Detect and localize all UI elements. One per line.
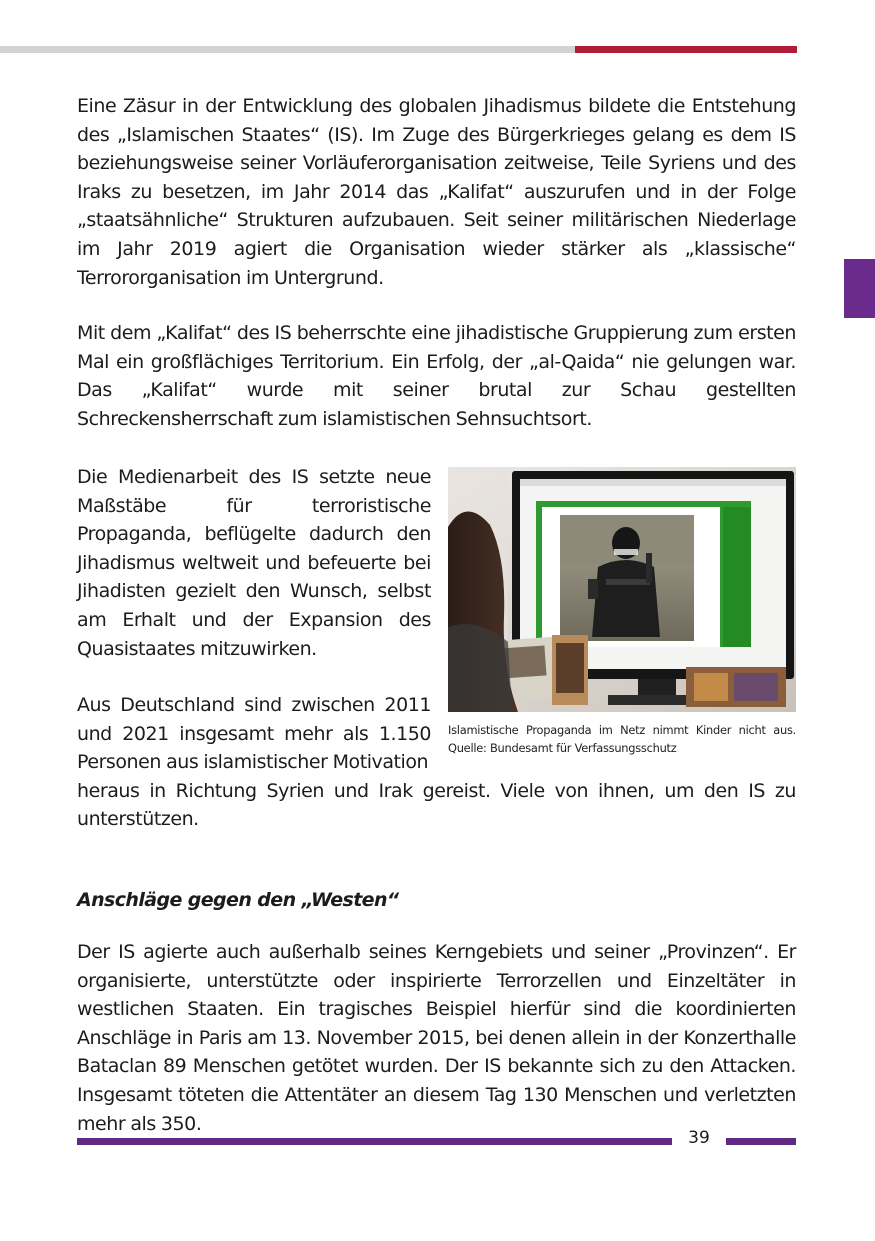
photo-caption-text: Islamistische Propaganda im Netz nimmt Kinder nicht aus. xyxy=(448,723,796,737)
paragraph-germany-travellers-part2: heraus in Richtung Syrien und Irak gereist. Viele von ihnen, um den IS zu unterstützen. xyxy=(77,779,796,831)
paragraph-media-work: Die Medienarbeit des IS setzte neue Maßstäbe für terroristische Propaganda, beflügelte dadurch den Jihadismus weltweit und befeuerte bei Jihadisten gezielt den Wunsch, selbst am Erhalt und der Expansion des Quasistaates mitzuwirken. xyxy=(77,466,431,660)
page-number: 39 xyxy=(688,1128,710,1148)
paragraph-is-caliphate: Eine Zäsur in der Entwicklung des globalen Jihadismus bildete die Entstehung des „Islamischen Staates“ (IS). Im Zuge des Bürgerkrieges gelang es dem IS beziehungsweise seiner Vorläuferorganisation zeitweise, Teile Syriens und des Iraks zu besetzen, im Jahr 2014 das „Kalifat“ auszurufen und in der Folge „staatsähnliche“ Strukturen aufzubauen. Seit seiner militärischen Niederlage im Jahr 2019 agiert die Organisation wieder stärker als „klassische“ Terrororganisation im Untergrund. xyxy=(77,95,796,289)
top-decorative-bar-red xyxy=(575,46,797,53)
paragraph-caliphate-territory: Mit dem „Kalifat“ des IS beherrschte eine jihadistische Gruppierung zum ersten Mal ein großflächiges Territorium. Ein Erfolg, der „al-Qaida“ nie gelungen war. Das „Kalifat“ wurde mit seiner brutal zur Schau gestellten Schreckensherrschaft zum islamistischen Sehnsuchtsort. xyxy=(77,322,796,430)
propaganda-photo xyxy=(448,467,796,712)
top-decorative-bar-gray xyxy=(0,46,575,53)
photo-caption xyxy=(448,721,796,757)
paragraph-attacks-west: Der IS agierte auch außerhalb seines Kerngebiets und seiner „Provinzen“. Er organisierte, unterstützte oder inspirierte Terrorzellen und Einzeltäter in westlichen Staaten. Ein tragisches Beispiel hierfür sind die koordinierten Anschläge in Paris am 13. November 2015, bei denen allein in der Konzerthalle Bataclan 89 Menschen getötet wurden. Der IS bekannte sich zu den Attacken. Insgesamt töteten die Attentäter an diesem Tag 130 Menschen und verletzten mehr als 350. xyxy=(77,941,796,1135)
paragraph-germany-travellers xyxy=(77,691,796,834)
monitor-illustration-icon xyxy=(448,467,796,712)
footer-bar-left xyxy=(77,1138,672,1145)
footer-bar-right xyxy=(726,1138,796,1145)
section-heading: Anschläge gegen den „Westen“ xyxy=(77,889,399,911)
paragraph-germany-travellers-part1: Aus Deutschland sind zwischen 2011 und 2021 insgesamt mehr als 1.150 Personen aus islamistischer Motivation xyxy=(77,694,431,774)
chapter-side-tab xyxy=(844,259,875,318)
photo-caption-source: Quelle: Bundesamt für Verfassungsschutz xyxy=(448,741,677,755)
